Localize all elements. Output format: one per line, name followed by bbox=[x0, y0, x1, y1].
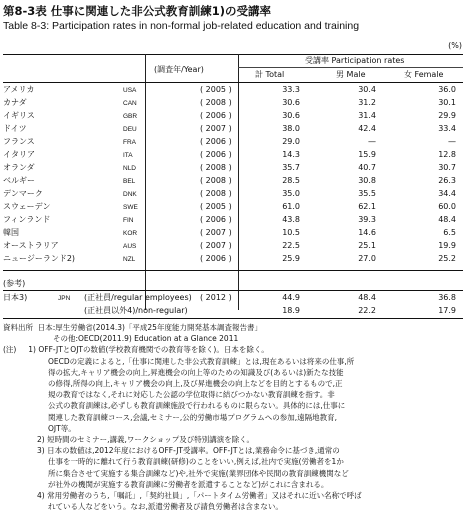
japan-regular-female: 36.8 bbox=[438, 293, 456, 302]
country-code: KOR bbox=[123, 230, 138, 237]
note-1-line-a: 1) OFF-JTとOJTの数値(学校教育機関での教育等を除く)。日本を除く。 bbox=[28, 345, 269, 355]
notes-section bbox=[3, 322, 463, 512]
country-name: オランダ bbox=[3, 163, 35, 172]
japan-year: ( 2012 ) bbox=[200, 293, 232, 302]
note-row-1 bbox=[3, 344, 463, 355]
country-name: フランス bbox=[3, 137, 35, 146]
survey-year: ( 2006 ) bbox=[200, 254, 232, 263]
note-1-line-b: OECDの定義によると,「仕事に関連した非公式教育訓練」とは,現在あるいは将来の仕事,所 bbox=[48, 356, 355, 366]
source-line-1: 日本:厚生労働省(2014.3)「平成25年度能力開発基本調査報告書」 bbox=[37, 323, 262, 332]
rate-female: 19.9 bbox=[438, 241, 456, 250]
rate-male: 15.9 bbox=[358, 150, 376, 159]
japan-regular-total: 44.9 bbox=[282, 293, 300, 302]
country-name: カナダ bbox=[3, 98, 27, 107]
country-code: NZL bbox=[123, 256, 136, 263]
rate-male: 42.4 bbox=[358, 124, 376, 133]
rate-female: 33.4 bbox=[438, 124, 456, 133]
note-3-line-d: が社外の機関が実施する教育訓練に労働者を派遣することなど)がこれに含まれる。 bbox=[48, 479, 329, 489]
rate-female: 30.7 bbox=[438, 163, 456, 172]
note-label: (注) bbox=[3, 345, 17, 355]
survey-year: ( 2008 ) bbox=[200, 98, 232, 107]
country-code: FRA bbox=[123, 139, 136, 146]
country-code: ITA bbox=[123, 152, 133, 159]
note-4-line-b: れている人などをいう。なお,派遣労働者及び請負労働者は含まない。 bbox=[48, 502, 283, 512]
note-1-line-d: の修得,所得の向上,キャリア機会の向上,及び昇進機会の向上などを目的とするもので,正 bbox=[48, 379, 343, 389]
col-divider-country bbox=[145, 54, 146, 310]
country-code: DEU bbox=[123, 126, 137, 133]
rate-male: 31.4 bbox=[358, 111, 376, 120]
country-name: ベルギー bbox=[3, 176, 35, 185]
survey-year: ( 2007 ) bbox=[200, 241, 232, 250]
rate-male: 25.1 bbox=[358, 241, 376, 250]
rate-total: 30.6 bbox=[282, 111, 300, 120]
country-name: デンマーク bbox=[3, 189, 43, 198]
note-1-line-e: 規の教育ではなく,それに対応した公認の学位取得に結びつかない教育訓練を指す。非 bbox=[48, 390, 335, 400]
rate-total: 25.9 bbox=[282, 254, 300, 263]
country-name: ドイツ bbox=[3, 124, 27, 133]
country-code: BEL bbox=[123, 178, 136, 185]
country-name: ニュージーランド2) bbox=[3, 254, 76, 263]
rate-female: 48.4 bbox=[438, 215, 456, 224]
survey-year: ( 2008 ) bbox=[200, 176, 232, 185]
survey-year: ( 2008 ) bbox=[200, 163, 232, 172]
note-3-line-c: 所に集合させて実施する集合訓練など)や,社外で実施(業界団体や民間の教育訓練機関など bbox=[48, 468, 349, 478]
rate-female: — bbox=[448, 137, 456, 146]
country-name: イタリア bbox=[3, 150, 35, 159]
rate-total: 29.0 bbox=[282, 137, 300, 146]
rate-total: 38.0 bbox=[282, 124, 300, 133]
header-female: 女 Female bbox=[404, 70, 444, 79]
table-top-rule bbox=[3, 54, 463, 55]
survey-year: ( 2007 ) bbox=[200, 228, 232, 237]
note-2: 2) 短時間のセミナー,講義,ワークショップ及び特別講演を除く。 bbox=[37, 435, 255, 445]
rate-female: 25.2 bbox=[438, 254, 456, 263]
table-title-en: Table 8-3: Participation rates in non-formal job-related education and training bbox=[3, 20, 360, 32]
rate-male: 40.7 bbox=[358, 163, 376, 172]
rate-female: 36.0 bbox=[438, 85, 456, 94]
country-code: SWE bbox=[123, 204, 138, 211]
rate-total: 10.5 bbox=[282, 228, 300, 237]
rate-total: 35.0 bbox=[282, 189, 300, 198]
survey-year: ( 2007 ) bbox=[200, 124, 232, 133]
note-1-line-f: 公式の教育訓練は,必ずしも教育訓練施設で行われるものに限らない。具体的には,仕事に bbox=[48, 401, 346, 411]
japan-nonregular-label: (正社員以外4)/non-regular) bbox=[84, 306, 188, 315]
country-name: オーストラリア bbox=[3, 241, 59, 250]
note-3-line-b: 仕事を一時的に離れて行う教育訓練(研修)のことをいい,例えば,社内で実施(労働者を1か bbox=[48, 457, 344, 467]
japan-nonregular-female: 17.9 bbox=[438, 306, 456, 315]
japan-top-rule bbox=[3, 290, 463, 291]
header-participation: 受講率 Participation rates bbox=[305, 56, 405, 65]
header-year: (調査年/Year) bbox=[154, 65, 204, 74]
japan-regular-male: 48.4 bbox=[358, 293, 376, 302]
note-3-line-a: 3) 日本の数値は,2012年度におけるOFF-JT受講率。OFF-JTとは,業務命令に基づき,通常の bbox=[37, 446, 340, 456]
japan-code: JPN bbox=[58, 295, 71, 302]
header-bottom-rule bbox=[3, 82, 463, 83]
rate-total: 28.5 bbox=[282, 176, 300, 185]
country-code: FIN bbox=[123, 217, 134, 224]
country-name: スウェーデン bbox=[3, 202, 51, 211]
rate-total: 30.6 bbox=[282, 98, 300, 107]
country-name: フィンランド bbox=[3, 215, 51, 224]
japan-regular-label: (正社員/regular employees) bbox=[84, 293, 192, 302]
table-bottom-rule bbox=[3, 318, 463, 319]
country-name: アメリカ bbox=[3, 85, 35, 94]
note-1-line-h: OJT等。 bbox=[48, 423, 76, 433]
source-row bbox=[3, 322, 463, 333]
table-title-ja: 第8-3表 仕事に関連した非公式教育訓練1)の受講率 bbox=[3, 4, 272, 18]
source-label: 資料出所 bbox=[3, 323, 33, 332]
survey-year: ( 2006 ) bbox=[200, 215, 232, 224]
survey-year: ( 2006 ) bbox=[200, 137, 232, 146]
country-code: NLD bbox=[123, 165, 137, 172]
survey-year: ( 2006 ) bbox=[200, 150, 232, 159]
rate-male: 31.2 bbox=[358, 98, 376, 107]
col-divider-year bbox=[238, 54, 239, 310]
country-code: CAN bbox=[123, 100, 137, 107]
rate-female: 12.8 bbox=[438, 150, 456, 159]
survey-year: ( 2005 ) bbox=[200, 202, 232, 211]
rate-female: 6.5 bbox=[443, 228, 456, 237]
note-1-line-c: 得の拡大,キャリア機会の向上,昇進機会の向上等のための知識及び(あるいは)新たな技能 bbox=[48, 367, 344, 377]
rate-female: 60.0 bbox=[438, 202, 456, 211]
source-line-2: その他:OECD(2011.9) Education at a Glance 2011 bbox=[53, 334, 239, 344]
country-name: 韓国 bbox=[3, 228, 19, 237]
rate-male: 35.5 bbox=[358, 189, 376, 198]
unit-label: (%) bbox=[448, 41, 462, 50]
country-code: USA bbox=[123, 87, 137, 94]
country-code: AUS bbox=[123, 243, 137, 250]
reference-label: (参考) bbox=[3, 279, 26, 288]
note-4-line-a: 4) 常用労働者のうち,「嘱託」,「契約社員」,「パートタイム労働者」又はそれに近い名称で呼ば bbox=[37, 491, 362, 501]
header-mid-rule bbox=[238, 67, 463, 68]
rate-female: 29.9 bbox=[438, 111, 456, 120]
japan-label: 日本3) bbox=[3, 293, 28, 302]
survey-year: ( 2005 ) bbox=[200, 85, 232, 94]
rate-female: 26.3 bbox=[438, 176, 456, 185]
note-1-line-g: 関連した教育訓練コース,会議,セミナー,公的労働市場プログラムへの参加,遠隔地教育, bbox=[48, 412, 337, 422]
rate-total: 61.0 bbox=[282, 202, 300, 211]
rate-female: 30.1 bbox=[438, 98, 456, 107]
rate-male: 27.0 bbox=[358, 254, 376, 263]
header-male: 男 Male bbox=[336, 70, 366, 79]
rate-male: 30.8 bbox=[358, 176, 376, 185]
rate-male: — bbox=[368, 137, 376, 146]
japan-nonregular-male: 22.2 bbox=[358, 306, 376, 315]
rate-total: 35.7 bbox=[282, 163, 300, 172]
japan-nonregular-total: 18.9 bbox=[282, 306, 300, 315]
rate-female: 34.4 bbox=[438, 189, 456, 198]
country-code: GBR bbox=[123, 113, 138, 120]
rate-male: 39.3 bbox=[358, 215, 376, 224]
survey-year: ( 2008 ) bbox=[200, 189, 232, 198]
rate-male: 30.4 bbox=[358, 85, 376, 94]
country-name: イギリス bbox=[3, 111, 35, 120]
header-total: 計 Total bbox=[255, 70, 285, 79]
country-code: DNK bbox=[123, 191, 137, 198]
rate-total: 14.3 bbox=[282, 150, 300, 159]
rate-total: 22.5 bbox=[282, 241, 300, 250]
rate-male: 14.6 bbox=[358, 228, 376, 237]
survey-year: ( 2006 ) bbox=[200, 111, 232, 120]
rate-total: 33.3 bbox=[282, 85, 300, 94]
rate-male: 62.1 bbox=[358, 202, 376, 211]
table-main-bottom-rule bbox=[3, 270, 463, 271]
rate-total: 43.8 bbox=[282, 215, 300, 224]
